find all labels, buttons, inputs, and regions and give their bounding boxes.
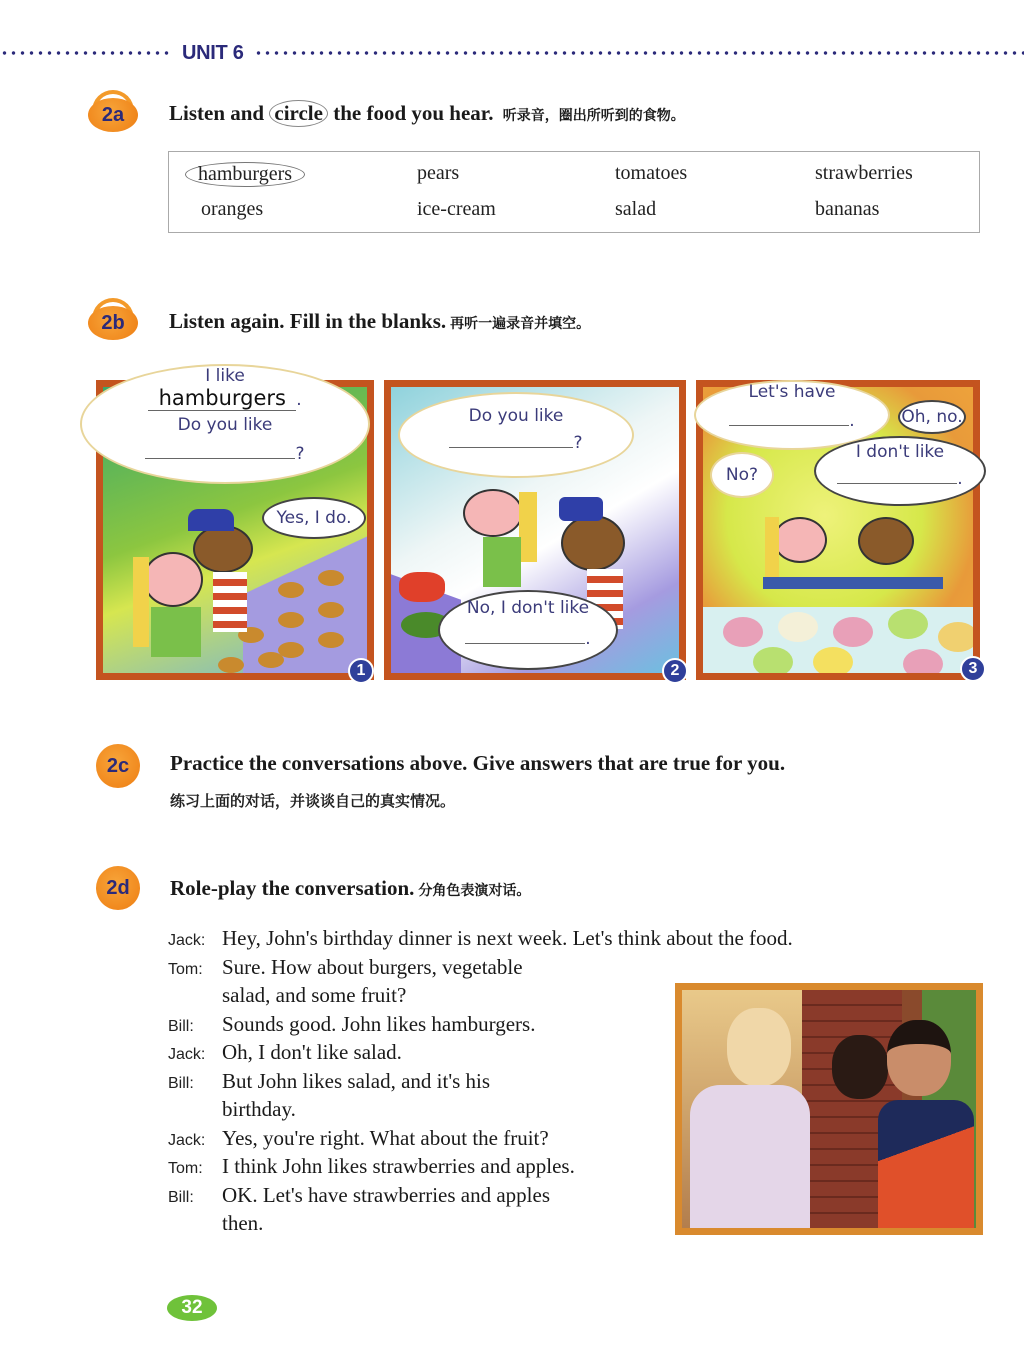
dialogue-line — [168, 926, 948, 955]
speech-bubble-panel3-lets-have: Let's have . — [694, 380, 890, 450]
speech-bubble-panel1-main: I like hamburgers . Do you like ? — [80, 364, 370, 484]
speaker: Jack: — [168, 932, 206, 949]
speech: But John likes salad, and it's his — [222, 1068, 491, 1093]
word-bananas[interactable]: bananas — [815, 198, 880, 220]
speech: Hey, John's birthday dinner is next week. Let's think about the food. — [222, 926, 793, 950]
answer-blank[interactable] — [145, 439, 295, 459]
tomatoes-illustration — [399, 572, 445, 602]
section-2c-title: Practice the conversations above. Give answers that are true for you. — [170, 751, 786, 775]
speech-bubble-panel2-question: Do you like ? — [398, 392, 634, 478]
dark-haired-boy-shirt — [878, 1100, 974, 1235]
girl-character — [773, 517, 827, 563]
speaker: Tom: — [168, 1160, 203, 1177]
answer-blank[interactable] — [465, 626, 585, 644]
word-salad[interactable]: salad — [615, 198, 657, 220]
girl-hair — [765, 517, 779, 577]
unit-title: UNIT 6 — [182, 41, 244, 64]
speech: Sounds good. John likes hamburgers. — [222, 1011, 536, 1036]
speech-bubble-panel1-reply: Yes, I do. — [262, 497, 366, 539]
boy-cap — [188, 509, 234, 531]
speech: Yes, you're right. What about the fruit? — [222, 1125, 549, 1150]
speech-bubble-panel3-dont-like: I don't like . — [814, 436, 986, 506]
word-tomatoes[interactable]: tomatoes — [615, 162, 688, 184]
speech-bubble-panel3-no: No? — [710, 452, 774, 498]
blond-boy-head — [727, 1008, 791, 1086]
boy-character — [858, 517, 914, 565]
section-2c-subtitle-cn: 练习上面的对话，并谈谈自己的真实情况。 — [170, 792, 456, 810]
circled-word-example: circle — [269, 100, 328, 127]
answer-blank[interactable] — [729, 410, 849, 426]
badge-2d-icon: 2d — [88, 866, 146, 908]
unit-header — [0, 40, 1024, 66]
speech: Oh, I don't like salad. — [222, 1040, 402, 1064]
badge-2b-headphones-icon: 2b — [84, 298, 142, 340]
answer-blank[interactable] — [449, 428, 573, 448]
ice-cream-illustration — [723, 617, 763, 647]
speech: birthday. — [222, 1097, 296, 1121]
answer-blank-filled[interactable]: hamburgers — [148, 386, 296, 411]
speech-bubble-panel3-oh-no: Oh, no. — [898, 400, 966, 434]
speech: salad, and some fruit? — [222, 983, 407, 1007]
speech: Sure. How about burgers, vegetable — [222, 954, 523, 979]
burger-tray — [243, 520, 374, 680]
word-pears[interactable]: pears — [417, 162, 460, 184]
page-number: 32 — [167, 1295, 217, 1321]
speaker: Jack: — [168, 1046, 206, 1063]
boys-talking-photo — [675, 983, 983, 1235]
boy-character — [193, 525, 253, 573]
badge-2a-headphones-icon: 2a — [84, 90, 142, 132]
speaker: Bill: — [168, 1074, 194, 1092]
girl-dress — [483, 537, 521, 587]
boy-cap — [559, 497, 603, 521]
girl-character — [143, 552, 203, 607]
word-oranges[interactable]: oranges — [201, 198, 264, 220]
bubble-text: I like — [205, 366, 245, 386]
section-2d-title: Role-play the conversation. 分角色表演对话。 — [170, 876, 531, 900]
middle-boy-head — [832, 1035, 888, 1099]
dotted-rule-right — [254, 51, 1024, 55]
section-2b-title: Listen again. Fill in the blanks. 再听一遍录音并填空。 — [169, 309, 591, 333]
girl-character — [463, 489, 523, 537]
panel-number-2: 2 — [662, 658, 688, 684]
speech: then. — [222, 1211, 264, 1235]
boy-character — [561, 515, 625, 571]
girl-dress — [151, 607, 201, 657]
badge-2c-icon: 2c — [88, 744, 146, 786]
dialogue-line — [168, 955, 948, 984]
panel-number-1: 1 — [348, 658, 374, 684]
speech: OK. Let's have strawberries and apples — [222, 1182, 551, 1207]
word-strawberries[interactable]: strawberries — [815, 162, 913, 184]
speech: I think John likes strawberries and apples. — [222, 1154, 575, 1178]
bubble-text: Let's have — [748, 382, 836, 402]
dark-haired-boy-head — [887, 1020, 951, 1096]
girl-hair — [519, 492, 537, 562]
speech-bubble-panel2-reply: No, I don't like . — [438, 590, 618, 670]
bubble-text: I don't like — [855, 442, 945, 462]
speaker: Tom: — [168, 960, 203, 978]
dotted-rule-left — [0, 51, 172, 55]
speaker: Bill: — [168, 1188, 194, 1206]
hamburgers-illustration — [278, 582, 304, 598]
word-hamburgers[interactable]: hamburgers — [185, 162, 305, 187]
section-2a-title: Listen and circle the food you hear. 听录音，圈出所听到的食物。 — [169, 101, 685, 125]
speaker: Jack: — [168, 1131, 206, 1149]
bubble-text: Do you like — [177, 415, 273, 435]
speaker: Bill: — [168, 1017, 194, 1035]
food-word-box — [168, 151, 980, 233]
word-ice-cream[interactable]: ice-cream — [417, 198, 496, 220]
boy-shirt — [213, 572, 247, 632]
bubble-text: Do you like — [468, 406, 564, 426]
panel-number-3: 3 — [960, 656, 986, 682]
answer-blank[interactable] — [837, 468, 957, 484]
blond-boy-shirt — [690, 1085, 810, 1235]
girl-hair — [133, 557, 149, 647]
bubble-text: No, I don't like — [466, 598, 590, 618]
food-trays — [763, 577, 943, 589]
